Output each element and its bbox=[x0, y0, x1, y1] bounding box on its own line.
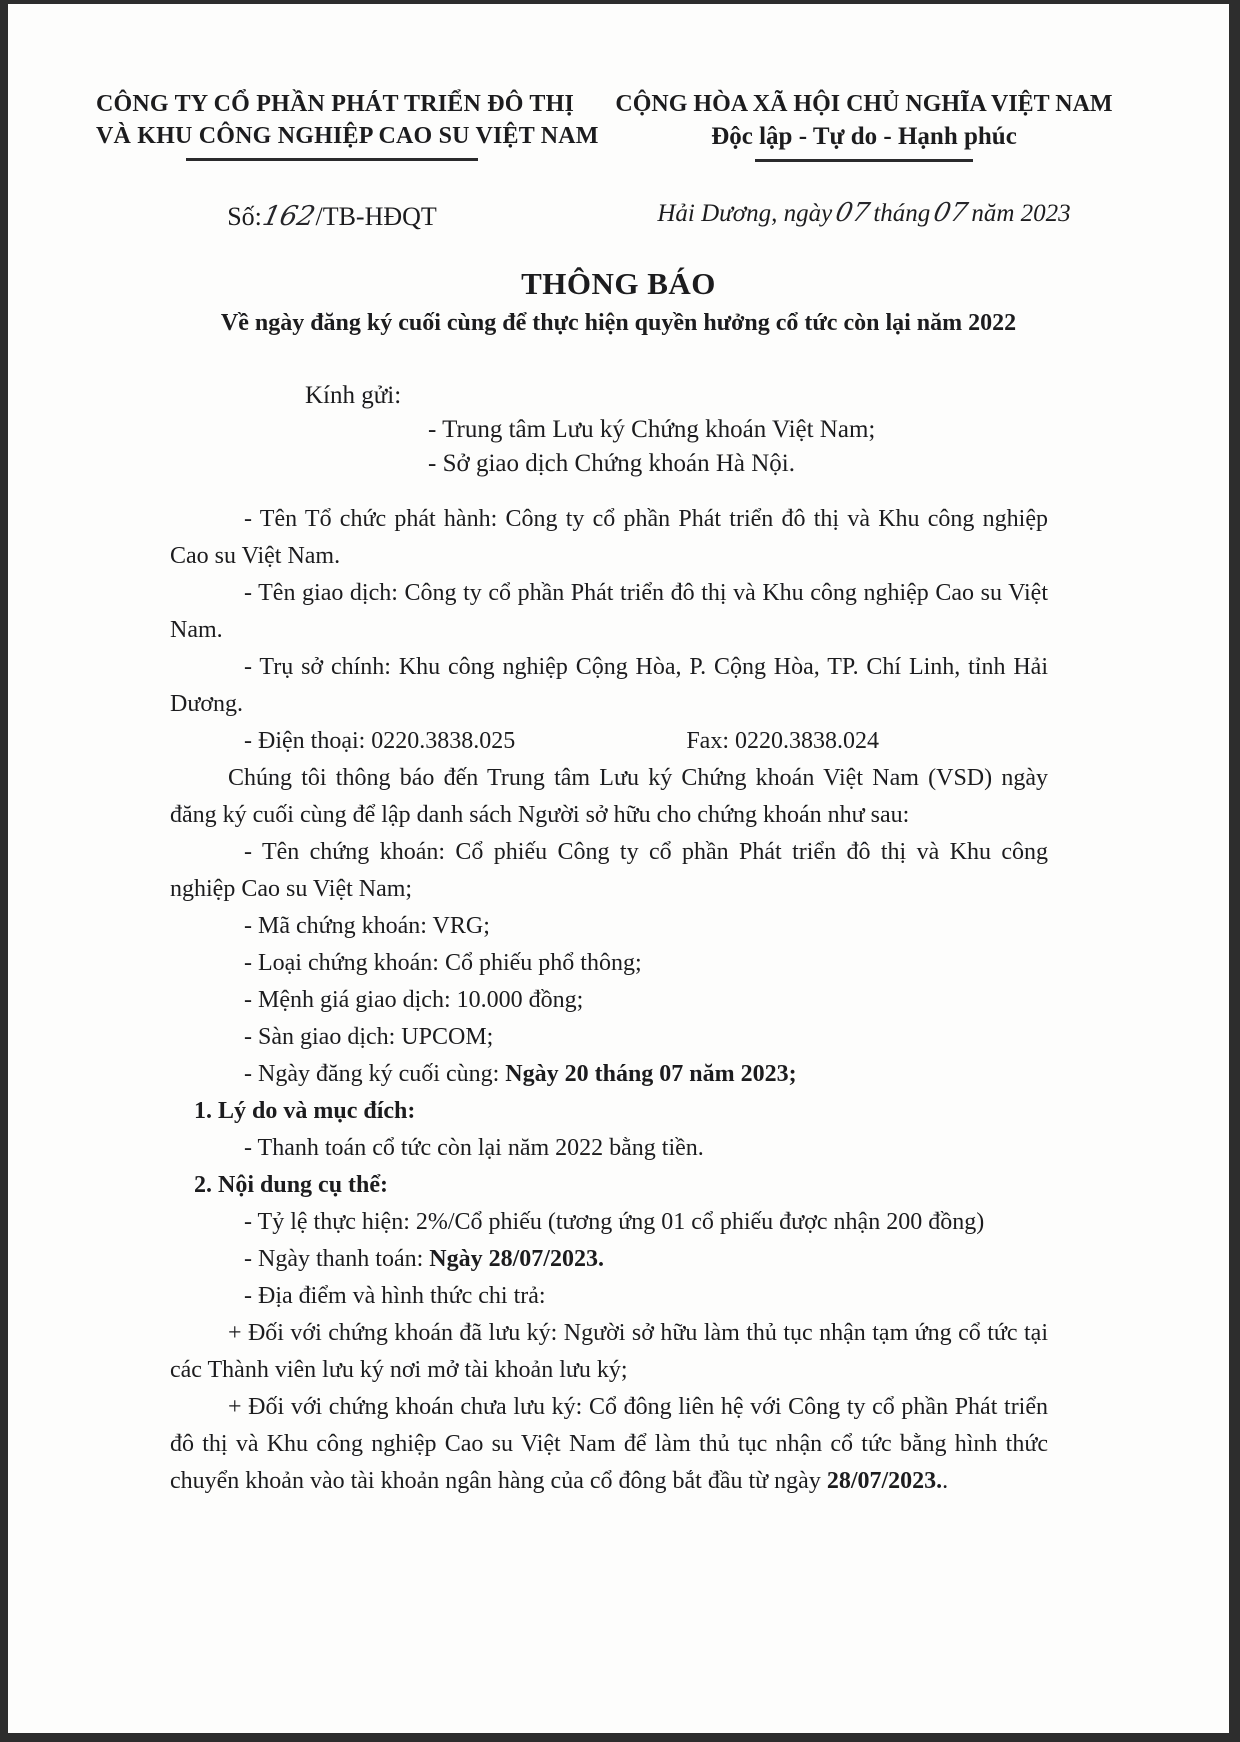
document-number bbox=[96, 201, 568, 232]
paragraph bbox=[170, 1389, 1048, 1500]
motto-underline bbox=[755, 159, 973, 162]
document-page bbox=[8, 4, 1229, 1733]
text-run: - Tên chứng khoán: Cổ phiếu Công ty cổ phần Phát triển đô thị và Khu công nghiệp Cao su Việt Nam; bbox=[170, 839, 1048, 902]
date-month-label: tháng bbox=[873, 200, 931, 227]
document-number-handwritten: 162 bbox=[259, 201, 318, 232]
paragraph bbox=[170, 945, 1048, 982]
document-number-suffix: /TB-HĐQT bbox=[315, 202, 437, 231]
issuer-block bbox=[96, 88, 599, 232]
text-run: 1. Lý do và mục đích: bbox=[194, 1098, 416, 1124]
paragraph bbox=[170, 1241, 1048, 1278]
date-month-handwritten: 07 bbox=[931, 198, 971, 228]
text-run: Fax: 0220.3838.024 bbox=[686, 728, 879, 754]
paragraph bbox=[170, 1130, 1048, 1167]
text-run: - Địa điểm và hình thức chi trả: bbox=[244, 1283, 546, 1309]
paragraph bbox=[170, 575, 1048, 649]
text-run: - Loại chứng khoán: Cổ phiếu phổ thông; bbox=[244, 950, 642, 976]
text-run: - Mã chứng khoán: VRG; bbox=[244, 913, 490, 939]
text-run: - Ngày thanh toán: bbox=[244, 1246, 430, 1272]
recipient-line: - Trung tâm Lưu ký Chứng khoán Việt Nam; bbox=[428, 416, 876, 443]
text-run: - Trụ sở chính: Khu công nghiệp Cộng Hòa, P. Cộng Hòa, TP. Chí Linh, tỉnh Hải Dương. bbox=[170, 654, 1048, 717]
document-content bbox=[8, 379, 1229, 1500]
text-run: 2. Nội dung cụ thể: bbox=[194, 1172, 389, 1198]
text-run: - Sàn giao dịch: UPCOM; bbox=[244, 1024, 494, 1050]
text-run: - Mệnh giá giao dịch: 10.000 đồng; bbox=[244, 987, 584, 1013]
paragraph bbox=[170, 649, 1048, 723]
paragraph bbox=[170, 1204, 1048, 1241]
national-motto-line2: Độc lập - Tự do - Hạnh phúc bbox=[711, 123, 1017, 150]
salutation: Kính gửi: bbox=[305, 382, 402, 409]
paragraph bbox=[170, 723, 1048, 760]
text-run: 28/07/2023. bbox=[826, 1468, 943, 1494]
text-run: Ngày 28/07/2023. bbox=[429, 1246, 604, 1272]
document-body bbox=[170, 501, 1048, 1500]
document-number-prefix: Số: bbox=[227, 202, 262, 231]
recipients-list bbox=[428, 413, 1048, 481]
paragraph bbox=[170, 1278, 1048, 1315]
date-year: năm 2023 bbox=[971, 200, 1071, 227]
date-place: Hải Dương, ngày bbox=[657, 200, 833, 227]
text-run: - Tên giao dịch: Công ty cổ phần Phát triển đô thị và Khu công nghiệp Cao su Việt Nam. bbox=[170, 580, 1048, 643]
paragraph bbox=[170, 1167, 1048, 1204]
text-run: Chúng tôi thông báo đến Trung tâm Lưu ký Chứng khoán Việt Nam (VSD) ngày đăng ký cuối cùng để lập danh sách Người sở hữu cho chứng khoán như sau: bbox=[170, 765, 1048, 828]
text-run: Ngày 20 tháng 07 năm 2023; bbox=[505, 1061, 797, 1087]
issuer-name-line2: VÀ KHU CÔNG NGHIỆP CAO SU VIỆT NAM bbox=[96, 123, 599, 149]
text-run: - Tên Tổ chức phát hành: Công ty cổ phần Phát triển đô thị và Khu công nghiệp Cao su Việt Nam. bbox=[170, 506, 1048, 569]
document-subtitle: Về ngày đăng ký cuối cùng để thực hiện quyền hưởng cổ tức còn lại năm 2022 bbox=[220, 310, 1017, 336]
text-run: - Tỷ lệ thực hiện: 2%/Cổ phiếu (tương ứng 01 cổ phiếu được nhận 200 đồng) bbox=[244, 1209, 985, 1235]
text-run: - Điện thoại: 0220.3838.025 bbox=[244, 728, 516, 754]
text-run: + Đối với chứng khoán chưa lưu ký: Cổ đông liên hệ với Công ty cổ phần Phát triển đô thị và Khu công nghiệp Cao su Việt Nam để làm thủ tục nhận cổ tức bằng hình thức chuyển khoản vào tài khoản ngân hàng của cổ đông bắt đầu từ ngày bbox=[170, 1394, 1048, 1494]
document-title: THÔNG BÁO bbox=[521, 266, 716, 301]
national-motto-line1: CỘNG HÒA XÃ HỘI CHỦ NGHĨA VIỆT NAM bbox=[615, 91, 1113, 117]
date-line bbox=[599, 198, 1129, 228]
paragraph bbox=[170, 1093, 1048, 1130]
text-run: . bbox=[942, 1468, 949, 1494]
paragraph bbox=[170, 834, 1048, 908]
date-day-handwritten: 07 bbox=[833, 198, 873, 228]
text-run: - Thanh toán cổ tức còn lại năm 2022 bằng tiền. bbox=[244, 1135, 704, 1161]
paragraph bbox=[170, 1315, 1048, 1389]
issuer-name-line1: CÔNG TY CỔ PHẦN PHÁT TRIỂN ĐÔ THỊ bbox=[96, 91, 575, 117]
paragraph bbox=[170, 760, 1048, 834]
paragraph bbox=[170, 908, 1048, 945]
text-run: - Ngày đăng ký cuối cùng: bbox=[244, 1061, 506, 1087]
issuer-underline bbox=[186, 158, 478, 161]
paragraph bbox=[170, 982, 1048, 1019]
text-run: + Đối với chứng khoán đã lưu ký: Người sở hữu làm thủ tục nhận tạm ứng cổ tức tại các Thành viên lưu ký nơi mở tài khoản lưu ký; bbox=[170, 1320, 1048, 1383]
paragraph bbox=[170, 1019, 1048, 1056]
recipient-line: - Sở giao dịch Chứng khoán Hà Nội. bbox=[428, 450, 796, 477]
national-block bbox=[599, 88, 1129, 232]
paragraph bbox=[170, 501, 1048, 575]
paragraph bbox=[170, 1056, 1048, 1093]
document-header bbox=[8, 4, 1229, 232]
